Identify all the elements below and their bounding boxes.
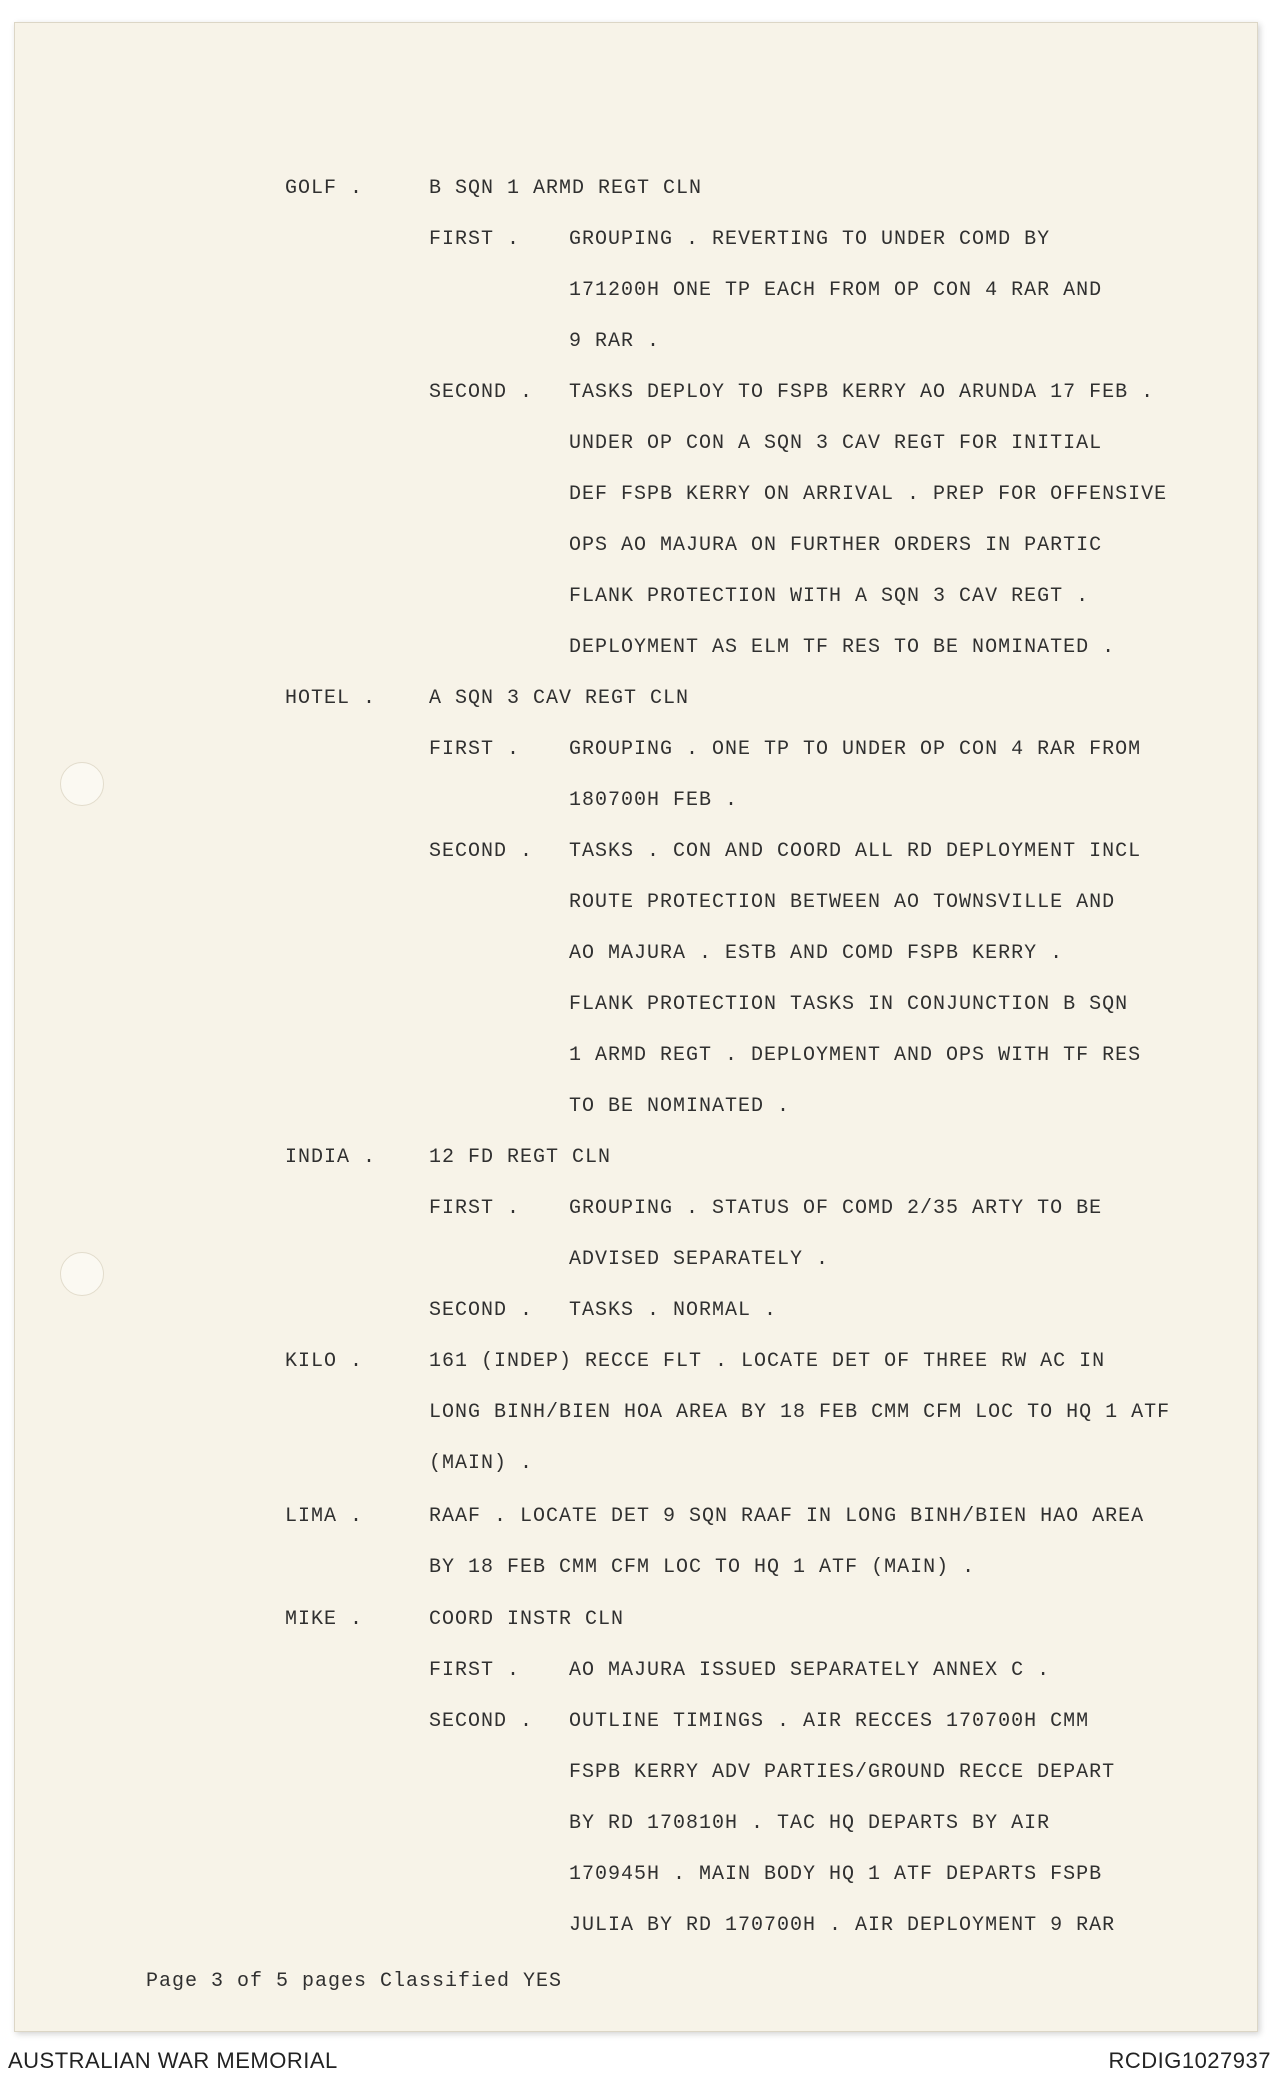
- india-first-line-2: ADVISED SEPARATELY .: [569, 1248, 830, 1271]
- mike-first-label: FIRST .: [429, 1659, 521, 1682]
- golf-second-line-2: UNDER OP CON A SQN 3 CAV REGT FOR INITIAL: [569, 432, 1103, 455]
- india-second-label: SECOND .: [429, 1299, 534, 1322]
- golf-text: B SQN 1 ARMD REGT CLN: [429, 177, 703, 200]
- golf-first-line-3: 9 RAR .: [569, 330, 661, 353]
- india-first-line-1: GROUPING . STATUS OF COMD 2/35 ARTY TO BE: [569, 1197, 1103, 1220]
- hotel-text: A SQN 3 CAV REGT CLN: [429, 687, 690, 710]
- golf-second-line-3: DEF FSPB KERRY ON ARRIVAL . PREP FOR OFFENSIVE: [569, 483, 1168, 506]
- india-second-line-1: TASKS . NORMAL .: [569, 1299, 778, 1322]
- mike-first-line-1: AO MAJURA ISSUED SEPARATELY ANNEX C .: [569, 1659, 1051, 1682]
- hotel-second-line-5: 1 ARMD REGT . DEPLOYMENT AND OPS WITH TF RES: [569, 1044, 1142, 1067]
- lima-label: LIMA .: [285, 1505, 364, 1528]
- hotel-second-line-6: TO BE NOMINATED .: [569, 1095, 791, 1118]
- golf-second-line-4: OPS AO MAJURA ON FURTHER ORDERS IN PARTIC: [569, 534, 1103, 557]
- mike-second-line-1: OUTLINE TIMINGS . AIR RECCES 170700H CMM: [569, 1710, 1090, 1733]
- mike-second-label: SECOND .: [429, 1710, 534, 1733]
- hotel-second-line-4: FLANK PROTECTION TASKS IN CONJUNCTION B SQN: [569, 993, 1129, 1016]
- punch-hole-top: [60, 762, 104, 806]
- mike-second-line-4: 170945H . MAIN BODY HQ 1 ATF DEPARTS FSPB: [569, 1863, 1103, 1886]
- india-label: INDIA .: [285, 1146, 377, 1169]
- kilo-line-2: LONG BINH/BIEN HOA AREA BY 18 FEB CMM CFM LOC TO HQ 1 ATF: [429, 1401, 1171, 1424]
- archive-reference: RCDIG1027937: [1108, 2048, 1271, 2073]
- kilo-label: KILO .: [285, 1350, 364, 1373]
- hotel-first-label: FIRST .: [429, 738, 521, 761]
- india-text: 12 FD REGT CLN: [429, 1146, 612, 1169]
- punch-hole-bottom: [60, 1252, 104, 1296]
- mike-second-line-3: BY RD 170810H . TAC HQ DEPARTS BY AIR: [569, 1812, 1051, 1835]
- hotel-second-line-1: TASKS . CON AND COORD ALL RD DEPLOYMENT INCL: [569, 840, 1142, 863]
- hotel-second-line-3: AO MAJURA . ESTB AND COMD FSPB KERRY .: [569, 942, 1064, 965]
- lima-line-2: BY 18 FEB CMM CFM LOC TO HQ 1 ATF (MAIN) .: [429, 1556, 976, 1579]
- golf-first-line-2: 171200H ONE TP EACH FROM OP CON 4 RAR AND: [569, 279, 1103, 302]
- archive-credit: AUSTRALIAN WAR MEMORIAL: [8, 2048, 338, 2073]
- hotel-second-line-2: ROUTE PROTECTION BETWEEN AO TOWNSVILLE AND: [569, 891, 1116, 914]
- golf-second-line-6: DEPLOYMENT AS ELM TF RES TO BE NOMINATED .: [569, 636, 1116, 659]
- mike-second-line-2: FSPB KERRY ADV PARTIES/GROUND RECCE DEPART: [569, 1761, 1116, 1784]
- mike-second-line-5: JULIA BY RD 170700H . AIR DEPLOYMENT 9 RAR: [569, 1914, 1116, 1937]
- hotel-first-line-2: 180700H FEB .: [569, 789, 739, 812]
- golf-second-line-5: FLANK PROTECTION WITH A SQN 3 CAV REGT .: [569, 585, 1090, 608]
- hotel-label: HOTEL .: [285, 687, 377, 710]
- hotel-second-label: SECOND .: [429, 840, 534, 863]
- india-first-label: FIRST .: [429, 1197, 521, 1220]
- hotel-first-line-1: GROUPING . ONE TP TO UNDER OP CON 4 RAR FROM: [569, 738, 1142, 761]
- kilo-line-3: (MAIN) .: [429, 1452, 534, 1475]
- kilo-line-1: 161 (INDEP) RECCE FLT . LOCATE DET OF THREE RW AC IN: [429, 1350, 1106, 1373]
- page-footer: Page 3 of 5 pages Classified YES: [146, 1970, 563, 1993]
- golf-second-label: SECOND .: [429, 381, 534, 404]
- golf-first-line-1: GROUPING . REVERTING TO UNDER COMD BY: [569, 228, 1051, 251]
- golf-first-label: FIRST .: [429, 228, 521, 251]
- lima-line-1: RAAF . LOCATE DET 9 SQN RAAF IN LONG BINH/BIEN HAO AREA: [429, 1505, 1145, 1528]
- golf-second-line-1: TASKS DEPLOY TO FSPB KERRY AO ARUNDA 17 FEB .: [569, 381, 1155, 404]
- mike-label: MIKE .: [285, 1608, 364, 1631]
- mike-text: COORD INSTR CLN: [429, 1608, 625, 1631]
- golf-label: GOLF .: [285, 177, 364, 200]
